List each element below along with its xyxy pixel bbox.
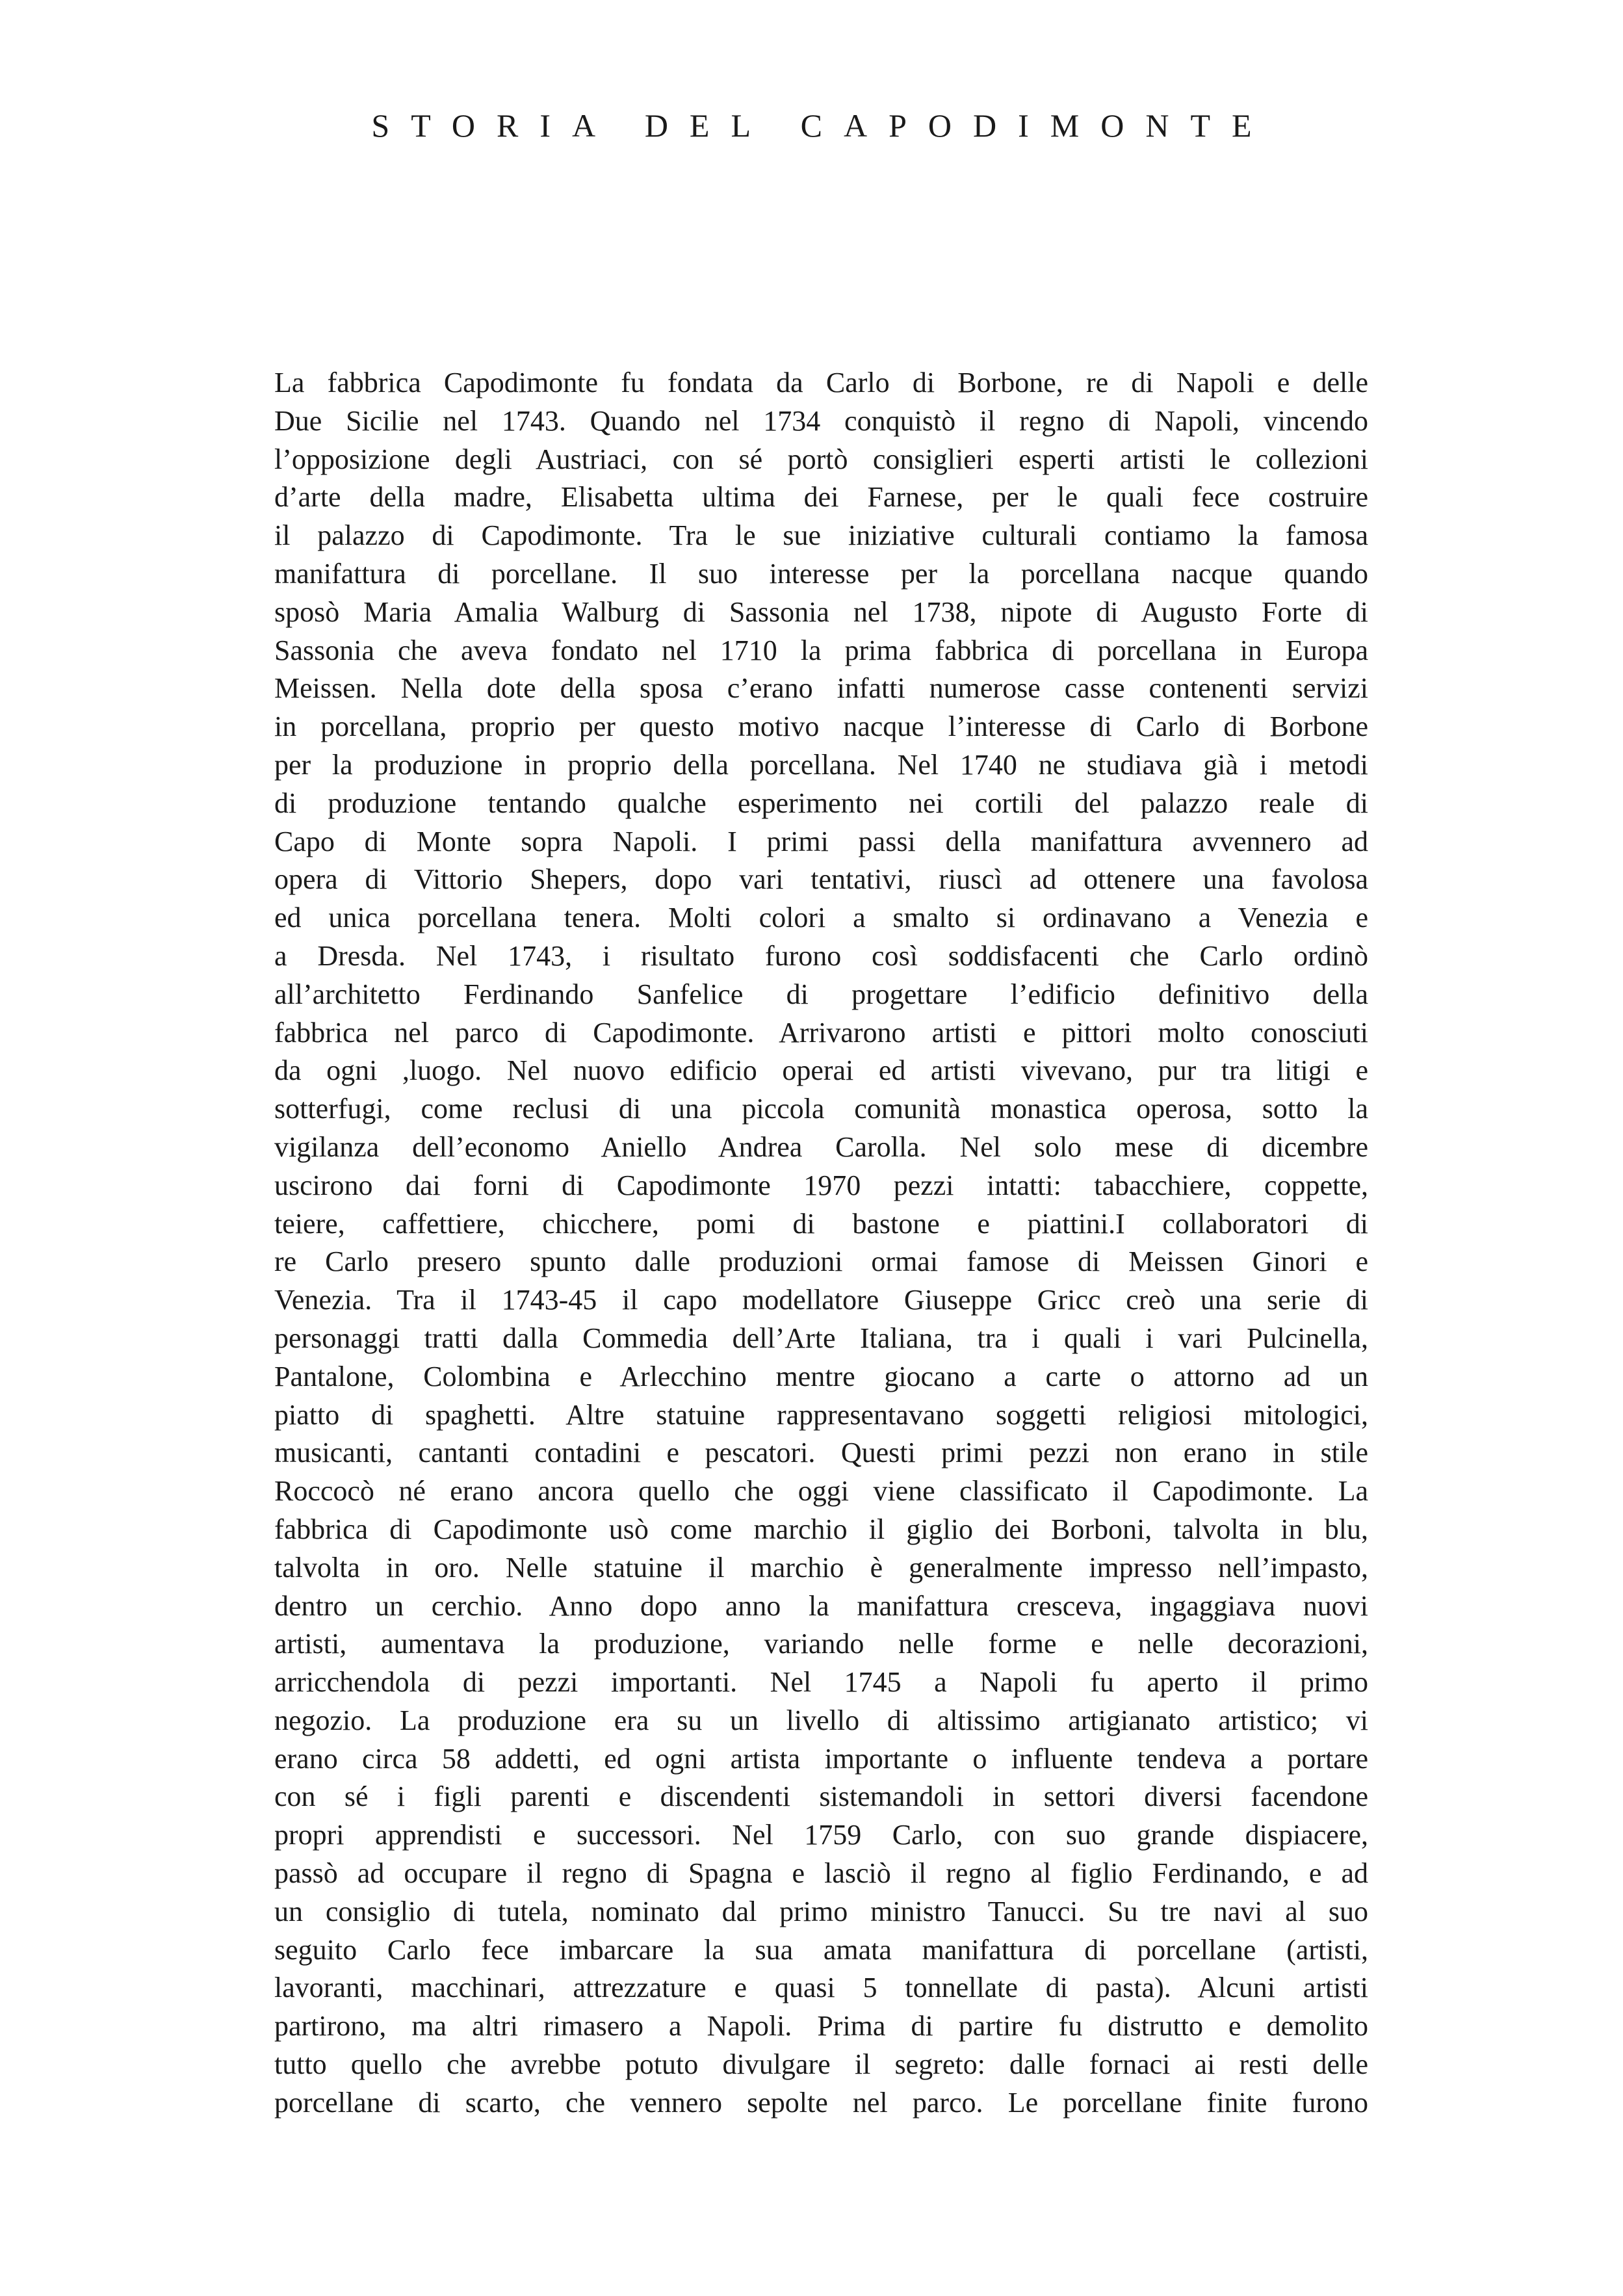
article-line: lavoranti, macchinari, attrezzature e quasi 5 tonnellate di pasta). Alcuni artisti [274, 1972, 1368, 2004]
article-line: ed unica porcellana tenera. Molti colori a smalto si ordinavano a Venezia e [274, 902, 1368, 934]
article-line: arricchendola di pezzi importanti. Nel 1745 a Napoli fu aperto il primo [274, 1666, 1368, 1699]
article-line: Sassonia che aveva fondato nel 1710 la prima fabbrica di porcellana in Europa [274, 634, 1368, 666]
article-line: La fabbrica Capodimonte fu fondata da Carlo di Borbone, re di Napoli e delle [274, 367, 1368, 398]
running-title: STORIA DEL CAPODIMONTE [371, 107, 1273, 144]
article-line: fabbrica di Capodimonte usò come marchio il giglio dei Borboni, talvolta in blu, [274, 1513, 1368, 1545]
article-line: un consiglio di tutela, nominato dal primo ministro Tanucci. Su tre navi al suo [274, 1895, 1368, 1927]
article-body [274, 364, 1368, 2122]
article-line: il palazzo di Capodimonte. Tra le sue iniziative culturali contiamo la famosa [274, 519, 1368, 552]
article-line: piatto di spaghetti. Altre statuine rappresentavano soggetti religiosi mitologici, [274, 1398, 1368, 1431]
article-line: sotterfugi, come reclusi di una piccola comunità monastica operosa, sotto la [274, 1093, 1368, 1125]
article-line: Capo di Monte sopra Napoli. I primi passi della manifattura avvennero ad [274, 825, 1368, 857]
article-line: negozio. La produzione era su un livello di altissimo artigianato artistico; vi [274, 1704, 1368, 1736]
article-line: personaggi tratti dalla Commedia dell’Arte Italiana, tra i quali i vari Pulcinella, [274, 1322, 1368, 1354]
article-line: re Carlo presero spunto dalle produzioni ormai famose di Meissen Ginori e [274, 1246, 1368, 1278]
article-line: erano circa 58 addetti, ed ogni artista importante o influente tendeva a portare [274, 1742, 1368, 1775]
article-line: Meissen. Nella dote della sposa c’erano infatti numerose casse contenenti servizi [274, 672, 1368, 705]
article-line: sposò Maria Amalia Walburg di Sassonia nel 1738, nipote di Augusto Forte di [274, 595, 1368, 628]
article-line: l’opposizione degli Austriaci, con sé portò consiglieri esperti artisti le collezioni [274, 443, 1368, 475]
article-line: Pantalone, Colombina e Arlecchino mentre giocano a carte o attorno ad un [274, 1360, 1368, 1392]
article-line: talvolta in oro. Nelle statuine il marchio è generalmente impresso nell’impasto, [274, 1551, 1368, 1584]
article-line: di produzione tentando qualche esperimento nei cortili del palazzo reale di [274, 787, 1368, 819]
article-line: Venezia. Tra il 1743-45 il capo modellatore Giuseppe Gricc creò una serie di [274, 1284, 1368, 1316]
article-line: tutto quello che avrebbe potuto divulgare il segreto: dalle fornaci ai resti delle [274, 2048, 1368, 2081]
article-line: con sé i figli parenti e discendenti sistemandoli in settori diversi facendone [274, 1781, 1368, 1813]
article-line: fabbrica nel parco di Capodimonte. Arrivarono artisti e pittori molto conosciuti [274, 1016, 1368, 1049]
article-line: seguito Carlo fece imbarcare la sua amata manifattura di porcellane (artisti, [274, 1933, 1368, 1966]
article-line: dentro un cerchio. Anno dopo anno la manifattura cresceva, ingaggiava nuovi [274, 1589, 1368, 1622]
article-line: Due Sicilie nel 1743. Quando nel 1734 conquistò il regno di Napoli, vincendo [274, 404, 1368, 437]
article-line: d’arte della madre, Elisabetta ultima dei Farnese, per le quali fece costruire [274, 481, 1368, 514]
article-line: in porcellana, proprio per questo motivo nacque l’interesse di Carlo di Borbone [274, 711, 1368, 743]
article-line: porcellane di scarto, che vennero sepolte nel parco. Le porcellane finite furono [274, 2086, 1368, 2119]
article-line: propri apprendisti e successori. Nel 1759 Carlo, con suo grande dispiacere, [274, 1819, 1368, 1851]
article-line: per la produzione in proprio della porcellana. Nel 1740 ne studiava già i metodi [274, 748, 1368, 781]
article-line: passò ad occupare il regno di Spagna e lasciò il regno al figlio Ferdinando, e ad [274, 1857, 1368, 1890]
article-line: partirono, ma altri rimasero a Napoli. Prima di partire fu distrutto e demolito [274, 2010, 1368, 2042]
article-line: artisti, aumentava la produzione, variando nelle forme e nelle decorazioni, [274, 1628, 1368, 1660]
article-line: da ogni ,luogo. Nel nuovo edificio operai ed artisti vivevano, pur tra litigi e [274, 1054, 1368, 1087]
article-line: a Dresda. Nel 1743, i risultato furono così soddisfacenti che Carlo ordinò [274, 939, 1368, 972]
article-line: teiere, caffettiere, chicchere, pomi di bastone e piattini.I collaboratori di [274, 1207, 1368, 1240]
article-line: vigilanza dell’economo Aniello Andrea Carolla. Nel solo mese di dicembre [274, 1130, 1368, 1163]
article-line: Roccocò né erano ancora quello che oggi viene classificato il Capodimonte. La [274, 1475, 1368, 1507]
article-line: manifattura di porcellane. Il suo interesse per la porcellana nacque quando [274, 557, 1368, 590]
article-line: all’architetto Ferdinando Sanfelice di progettare l’edificio definitivo della [274, 978, 1368, 1010]
article-line: musicanti, cantanti contadini e pescatori. Questi primi pezzi non erano in stile [274, 1437, 1368, 1469]
article-line: uscirono dai forni di Capodimonte 1970 pezzi intatti: tabacchiere, coppette, [274, 1169, 1368, 1201]
article-line: opera di Vittorio Shepers, dopo vari tentativi, riuscì ad ottenere una favolosa [274, 863, 1368, 896]
